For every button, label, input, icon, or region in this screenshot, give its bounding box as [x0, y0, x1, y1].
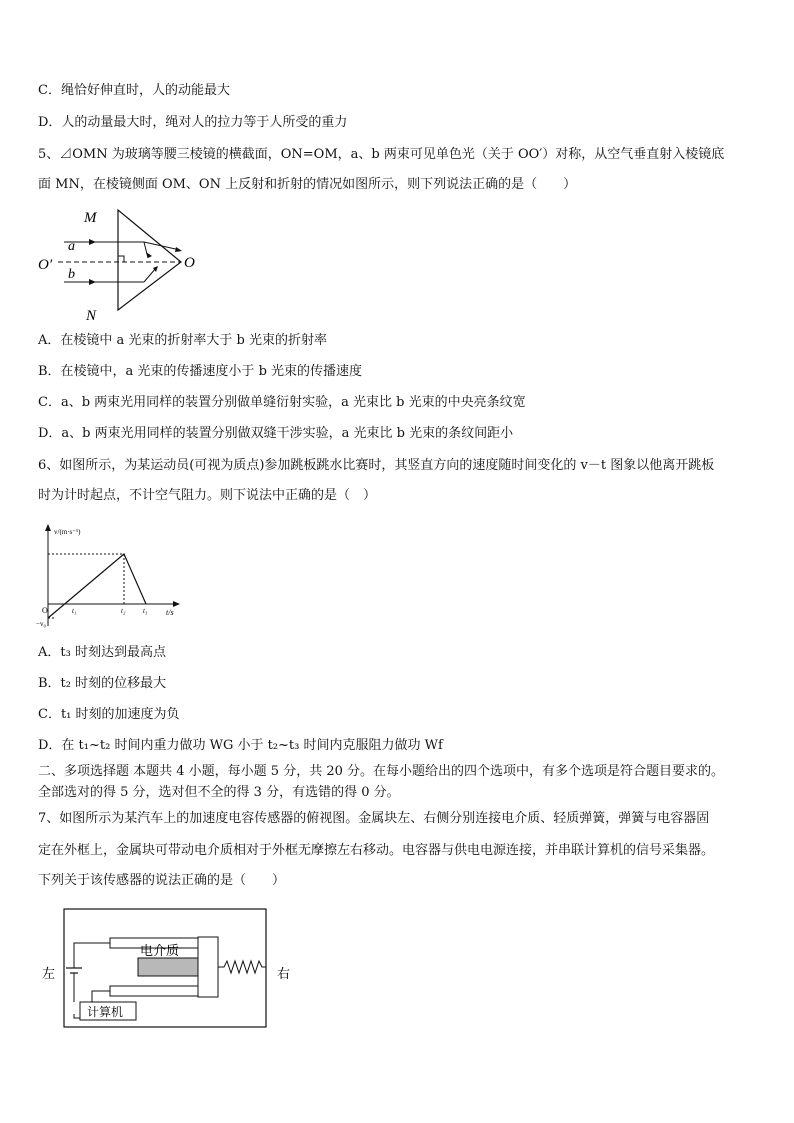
- q5-option-a: A．在棱镜中 a 光束的折射率大于 b 光束的折射率: [38, 333, 327, 348]
- q5-option-c: C．a、b 两束光用同样的装置分别做单缝衍射实验，a 光束比 b 光束的中央亮条纹宽: [38, 395, 526, 410]
- q5-option-d: D．a、b 两束光用同样的装置分别做双缝干涉实验，a 光束比 b 光束的条纹间距小: [38, 426, 514, 441]
- dielectric-label: 电介质: [140, 943, 180, 958]
- q6-stem-line1: 6、如图所示，为某运动员(可视为质点)参加跳板跳水比赛时，其竖直方向的速度随时间变化的 v－t 图象以他离开跳板: [38, 458, 715, 473]
- vt-v0-label: −v₀: [36, 620, 46, 628]
- label-a: a: [68, 239, 75, 254]
- q4-option-d: D．人的动量最大时，绳对人的拉力等于人所受的重力: [38, 115, 348, 130]
- q6-option-c: C．t₁ 时刻的加速度为负: [38, 707, 180, 722]
- vt-t1-label: t₁: [72, 607, 77, 615]
- q7-stem-line3: 下列关于该传感器的说法正确的是（ ）: [38, 873, 286, 888]
- label-m: M: [84, 210, 97, 226]
- vt-x-axis-label: t/s: [166, 608, 174, 617]
- label-o: O: [184, 255, 195, 271]
- q6-option-a: A．t₃ 时刻达到最高点: [38, 645, 166, 660]
- label-o-prime: O′: [38, 257, 53, 273]
- q5-option-b: B．在棱镜中，a 光束的传播速度小于 b 光束的传播速度: [38, 364, 363, 379]
- q5-stem-line1: 5、⊿OMN 为玻璃等腰三棱镜的横截面，ON=OM，a、b 两束可见单色光（关于 OO′）对称，从空气垂直射入棱镜底: [38, 147, 725, 162]
- q4-option-c: C．绳恰好伸直时，人的动能最大: [38, 83, 230, 98]
- label-n: N: [86, 308, 97, 324]
- vt-t2-label: t₂: [121, 607, 126, 615]
- computer-label: 计算机: [87, 1005, 124, 1019]
- q7-stem-line2: 定在外框上，金属块可带动电介质相对于外框无摩擦左右移动。电容器与供电电源连接，并串联计算机的信号采集器。: [38, 843, 715, 858]
- label-b: b: [68, 267, 75, 282]
- q7-stem-line1: 7、如图所示为某汽车上的加速度电容传感器的俯视图。金属块左、右侧分别连接电介质、轻质弹簧，弹簧与电容器固: [38, 811, 710, 826]
- q6-stem-line2: 时为计时起点，不计空气阻力。则下说法中正确的是（ ）: [38, 488, 377, 503]
- q6-option-b: B．t₂ 时刻的位移最大: [38, 676, 167, 691]
- prism-diagram: [36, 200, 206, 324]
- vt-origin-label: O: [42, 606, 48, 615]
- right-label: 右: [277, 966, 291, 981]
- vt-t3-label: t₃: [143, 607, 148, 615]
- vt-y-axis-label: v/(m·s⁻¹): [54, 528, 81, 536]
- vt-graph: [36, 522, 186, 630]
- section2-line1: 二、多项选择题 本题共 4 小题，每小题 5 分，共 20 分。在每小题给出的四个选项中，有多个选项是符合题目要求的。: [38, 764, 725, 779]
- q5-stem-line2: 面 MN，在棱镜侧面 OM、ON 上反射和折射的情况如图所示，则下列说法正确的是（ ）: [38, 177, 577, 192]
- capacitor-sensor-diagram: [40, 906, 302, 1032]
- q6-option-d: D．在 t₁~t₂ 时间内重力做功 WG 小于 t₂~t₃ 时间内克服阻力做功 Wf: [38, 738, 443, 753]
- section2-line2: 全部选对的得 5 分，选对但不全的得 3 分，有选错的得 0 分。: [38, 785, 400, 800]
- left-label: 左: [42, 966, 56, 981]
